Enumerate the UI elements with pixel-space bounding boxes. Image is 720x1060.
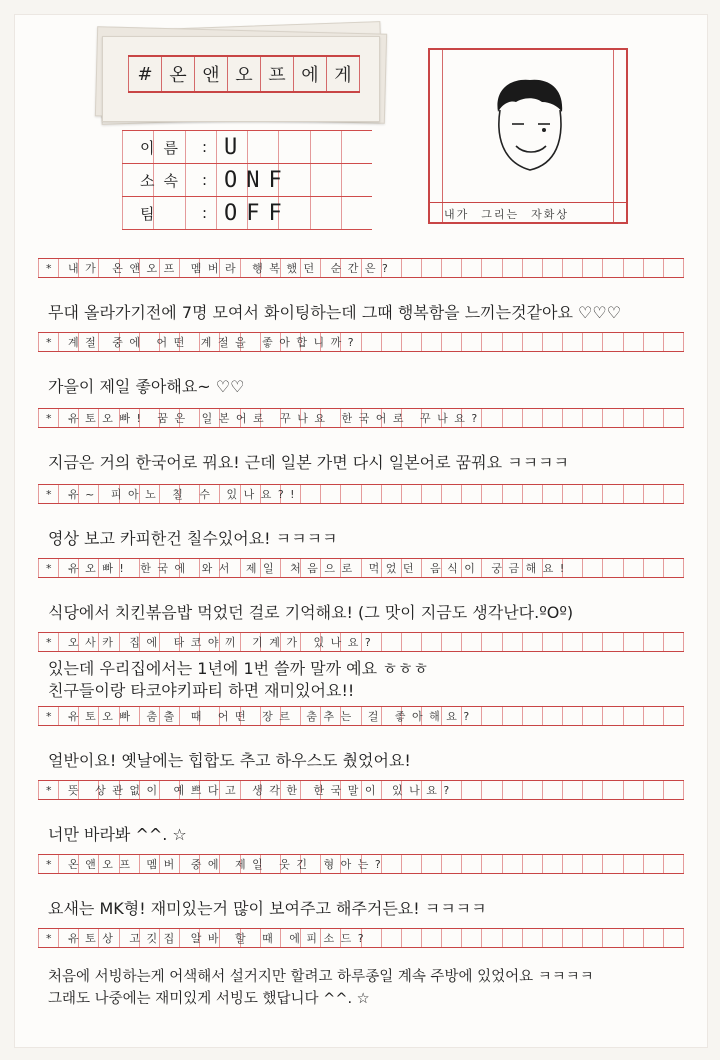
question-text: * 유~ 피아노 칠 수 있나요?! [46,488,302,501]
question-text: * 유토오빠 춤출 때 어떤 장르 춤추는 걸 좋아해요? [46,710,476,723]
self-portrait-frame [428,48,628,224]
answer-text: 무대 올라가기전에 7명 모여서 화이팅하는데 그때 행복함을 느끼는것같아요 ♡♡♡ [48,303,622,322]
question-bar [38,854,684,874]
name-label: 이름 [140,138,187,157]
title-char: # [128,57,161,91]
question-bar [38,928,684,948]
question-bar [38,706,684,726]
profile-name-row [122,130,372,163]
title-char: 온 [161,57,194,91]
question-bar [38,258,684,278]
answer-text: 얼반이요! 옛날에는 힙합도 추고 하우스도 췄었어요! [48,751,411,770]
question-bar [38,558,684,578]
answer-text: 식당에서 치킨볶음밥 먹었던 걸로 기억해요! (그 맛이 지금도 생각난다.ºOº) [48,603,574,622]
answer-text: 지금은 거의 한국어로 꿔요! 근데 일본 가면 다시 일본어로 꿈꿔요 ㅋㅋㅋㅋ [48,453,569,472]
affiliation-label: 소속 [140,171,187,190]
question-text: * 온앤오프 멤버 중에 제일 웃긴 형아는? [46,858,388,871]
qa-item-2 [38,332,684,398]
answer-text: 그래도 나중에는 재미있게 서빙도 했답니다 ^^. ☆ [48,991,370,1007]
title-char: 게 [326,57,360,91]
qa-item-4 [38,484,684,550]
answer-text: 가을이 제일 좋아해요~ ♡♡ [48,377,245,396]
qa-item-6 [38,632,684,702]
caption-word: 내가 [444,208,470,221]
colon: : [202,171,208,189]
answer-text: 요새는 MK형! 재미있는거 많이 보여주고 해주거든요! ㅋㅋㅋㅋ [48,899,487,918]
qa-item-3 [38,408,684,474]
answer-text: 영상 보고 카피한건 칠수있어요! ㅋㅋㅋㅋ [48,529,338,548]
profile-info [122,130,372,230]
question-text: * 뜻 상관없이 예쁘다고 생각한 한국말이 있나요? [46,784,456,797]
colon: : [202,204,208,222]
answer-text: 처음에 서빙하는게 어색해서 설거지만 할려고 하루종일 계속 주방에 있었어요 ㅋㅋㅋㅋ [48,969,594,985]
question-bar [38,780,684,800]
self-portrait-drawing [430,50,626,200]
question-text: * 내가 온앤오프 멤버라 행복했던 순간은? [46,262,395,275]
affiliation-value: ONF [224,167,291,193]
question-bar [38,632,684,652]
page-title [128,55,360,93]
name-value: U [224,134,247,160]
question-text: * 유토상 고깃집 알바 할 때 에피소드? [46,932,371,945]
title-char: 프 [260,57,293,91]
qa-item-9 [38,854,684,920]
colon: : [202,138,208,156]
caption-word: 그리는 [481,208,520,221]
question-text: * 유오빠! 한국에 와서 제일 처음으로 먹었던 음식이 궁금해요! [46,562,571,575]
qa-item-5 [38,558,684,624]
team-label: 팀 [140,204,164,223]
team-value: OFF [224,200,291,226]
question-text: * 유토오빠! 꿈은 일본어로 꾸나요 한국어로 꾸나요? [46,412,484,425]
title-char: 앤 [194,57,227,91]
title-char: 에 [293,57,326,91]
answer-text: 친구들이랑 타코야키파티 하면 재미있어요!! [48,681,355,700]
question-bar [38,332,684,352]
question-text: * 계절 중에 어떤 계절을 좋아합니까? [46,336,361,349]
profile-affiliation-row [122,163,372,196]
answer-text: 있는데 우리집에서는 1년에 1번 쓸까 말까 예요 ㅎㅎㅎ [48,659,429,678]
portrait-caption [428,202,628,225]
qa-item-10 [38,928,684,1010]
answer-text: 너만 바라봐 ^^. ☆ [48,825,187,844]
caption-word: 자화상 [531,208,570,221]
profile-team-row [122,196,372,230]
qa-item-7 [38,706,684,772]
question-bar [38,484,684,504]
question-text: * 오사카 집에 타코야끼 기계가 있나요? [46,636,378,649]
qa-item-8 [38,780,684,846]
title-char: 오 [227,57,260,91]
qa-item-1 [38,258,684,324]
question-bar [38,408,684,428]
